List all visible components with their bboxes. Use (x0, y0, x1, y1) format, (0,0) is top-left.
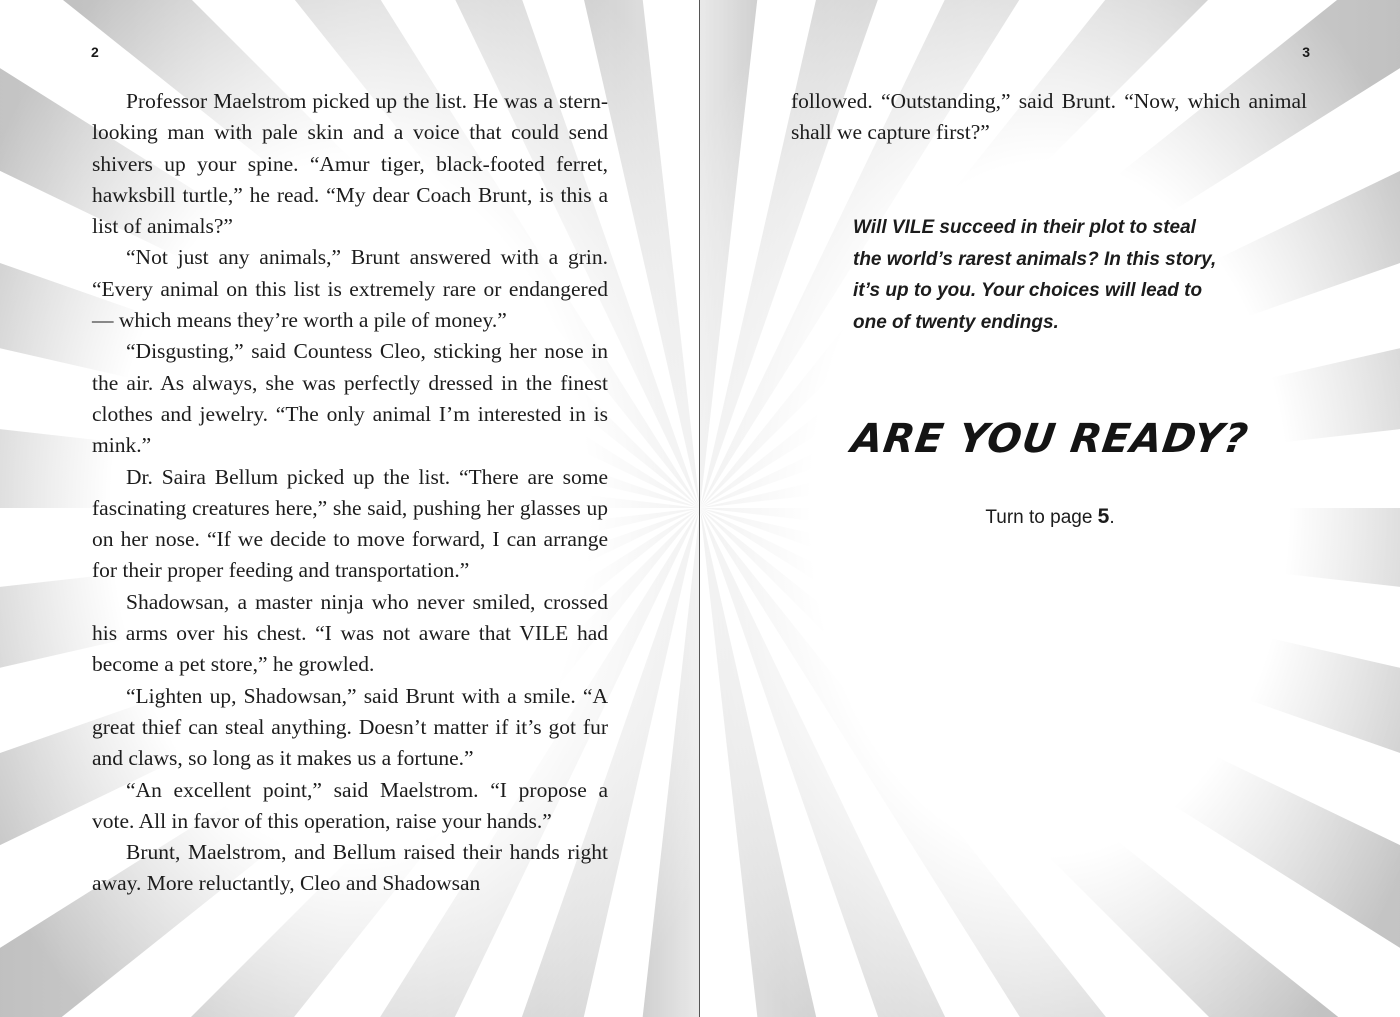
paragraph: Shadowsan, a master ninja who never smiled, crossed his arms over his chest. “I was not aware that VILE had become a pet store,” he growled. (92, 589, 608, 677)
paragraph: “Disgusting,” said Countess Cleo, sticking her nose in the air. As always, she was perfectly dressed in the finest clothes and jewelry. “The only animal I’m interested in is mink.” (92, 339, 608, 458)
turn-suffix: . (1109, 507, 1115, 528)
turn-prefix: Turn to page (985, 507, 1098, 528)
paragraph: “Not just any animals,” Brunt answered with a grin. “Every animal on this list is extremely rare or endangered — which means they’re worth a pile of money.” (92, 245, 608, 333)
story-intro-callout (853, 212, 1273, 338)
callout-line: one of twenty endings. (853, 311, 1059, 333)
paragraph: Dr. Saira Bellum picked up the list. “There are some fascinating creatures here,” she said, pushing her glasses up on her nose. “If we decide to move forward, I can arrange for their proper feeding and transportation.” (92, 464, 608, 583)
page-number: 3 (1302, 44, 1310, 60)
paragraph: followed. “Outstanding,” said Brunt. “Now, which animal shall we capture first?” (791, 89, 1307, 145)
body-text (92, 86, 608, 900)
body-text (791, 86, 1307, 149)
paragraph: “Lighten up, Shadowsan,” said Brunt with a smile. “A great thief can steal anything. Doesn’t matter if it’s got fur and claws, so long as it makes us a fortune.” (92, 683, 608, 771)
right-page (700, 0, 1400, 1017)
target-page-number: 5 (1097, 505, 1110, 528)
callout-line: the world’s rarest animals? In this story, (853, 248, 1217, 270)
turn-to-page-instruction (700, 505, 1400, 529)
page-number: 2 (91, 44, 99, 60)
paragraph: “An excellent point,” said Maelstrom. “I propose a vote. All in favor of this operation, raise your hands.” (92, 777, 608, 833)
paragraph: Brunt, Maelstrom, and Bellum raised their hands right away. More reluctantly, Cleo and Shadowsan (92, 840, 608, 896)
callout-line: Will VILE succeed in their plot to steal (853, 217, 1196, 238)
headline: ARE YOU READY? (848, 416, 1252, 462)
paragraph: Professor Maelstrom picked up the list. He was a stern-looking man with pale skin and a voice that could send shivers up your spine. “Amur tiger, black-footed ferret, hawksbill turtle,” he read. “My dear Coach Brunt, is this a list of animals?” (92, 89, 608, 239)
callout-line: it’s up to you. Your choices will lead to (853, 280, 1203, 301)
